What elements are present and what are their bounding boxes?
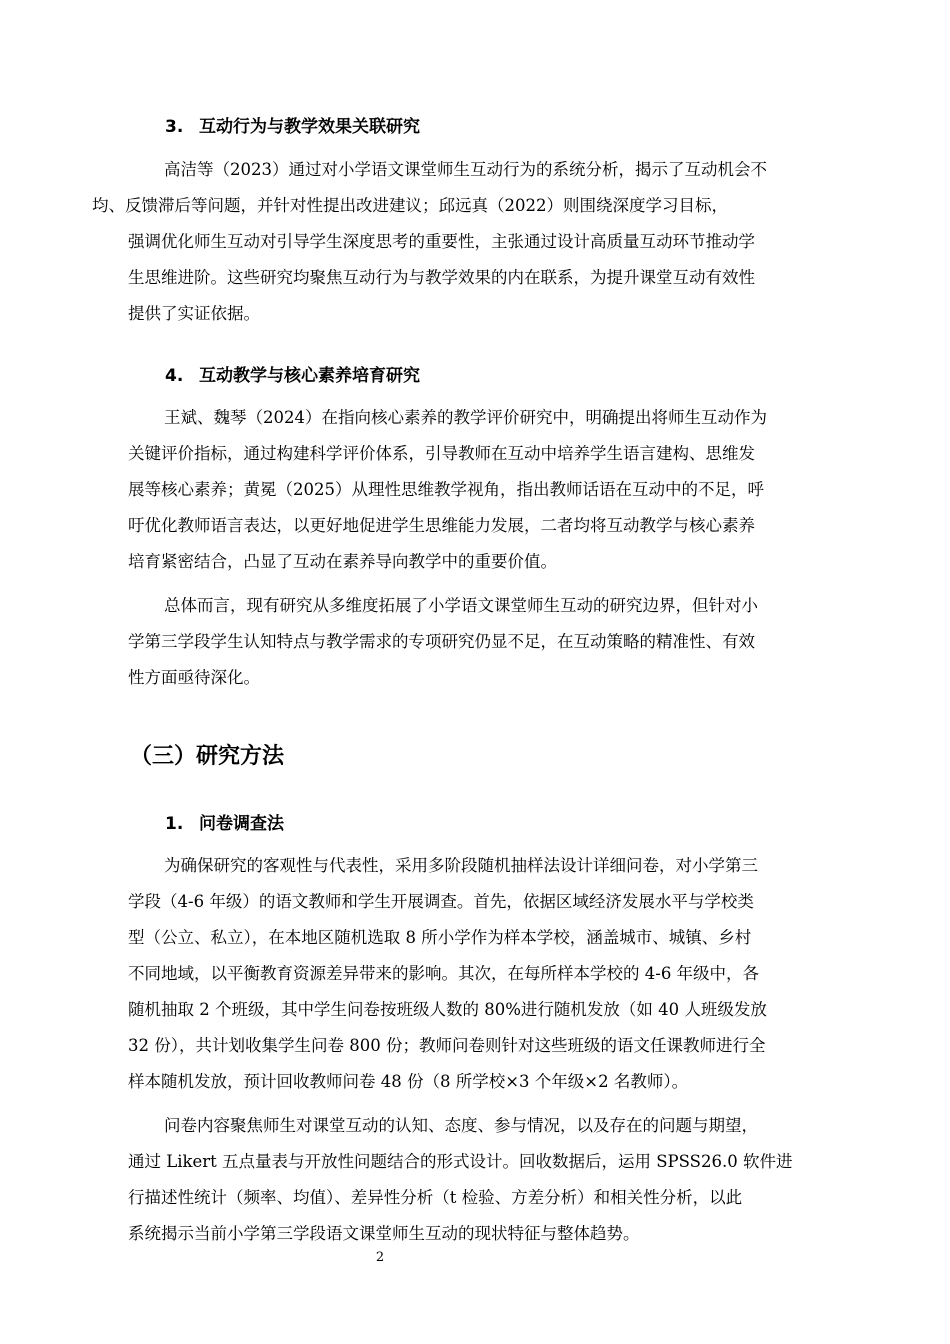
text-line: 行描述性统计（频率、均值）、差异性分析（t 检验、方差分析）和相关性分析，以此 (128, 1188, 743, 1207)
text-line: 系统揭示当前小学第三学段语文课堂师生互动的现状特征与整体趋势。 (128, 1224, 640, 1243)
section-number: 4. (165, 366, 184, 386)
section-heading-3 (165, 115, 420, 139)
text-line: 展等核心素养；黄冕（2025）从理性思维教学视角，指出教师话语在互动中的不足，呼 (128, 480, 764, 499)
text-line: 性方面亟待深化。 (128, 668, 260, 687)
text-line: 型（公立、私立），在本地区随机选取 8 所小学作为样本学校，涵盖城市、城镇、乡村 (128, 928, 752, 947)
text-line: 王斌、魏琴（2024）在指向核心素养的教学评价研究中，明确提出将师生互动作为 (164, 408, 767, 427)
section-number: 1. (165, 814, 184, 834)
section-number: 3. (165, 117, 184, 137)
text-line: 提供了实证依据。 (128, 304, 260, 323)
text-line: 吁优化教师语言表达，以更好地促进学生思维能力发展，二者均将互动教学与核心素养 (128, 516, 755, 535)
text-line: 学段（4-6 年级）的语文教师和学生开展调查。首先，依据区域经济发展水平与学校类 (128, 892, 754, 911)
text-line: 问卷内容聚焦师生对课堂互动的认知、态度、参与情况，以及存在的问题与期望， (164, 1116, 758, 1135)
paragraph-interaction-effect (92, 152, 858, 332)
chapter-heading-methods: （三）研究方法 (130, 744, 285, 769)
paragraph-summary (128, 588, 858, 696)
page-number: 2 (375, 1250, 385, 1265)
text-line: 关键评价指标，通过构建科学评价体系，引导教师在互动中培养学生语言建构、思维发 (128, 444, 755, 463)
section-heading-4 (165, 364, 420, 388)
text-line: 学第三学段学生认知特点与教学需求的专项研究仍显不足，在互动策略的精准性、有效 (128, 632, 755, 651)
text-line: 生思维进阶。这些研究均聚焦互动行为与教学效果的内在联系，为提升课堂互动有效性 (128, 268, 755, 287)
text-line: 32 份），共计划收集学生问卷 800 份；教师问卷则针对这些班级的语文任课教师进行全 (128, 1036, 766, 1055)
paragraph-analysis (128, 1108, 858, 1252)
text-line: 随机抽取 2 个班级，其中学生问卷按班级人数的 80%进行随机发放（如 40 人班级发放 (128, 1000, 767, 1019)
text-line: 样本随机发放，预计回收教师问卷 48 份（8 所学校×3 个年级×2 名教师）。 (128, 1072, 689, 1091)
text-line: 培育紧密结合，凸显了互动在素养导向教学中的重要价值。 (128, 552, 557, 571)
text-line: 强调优化师生互动对引导学生深度思考的重要性，主张通过设计高质量互动环节推动学 (128, 232, 755, 251)
paragraph-sampling (128, 848, 858, 1100)
section-title: 互动教学与核心素养培育研究 (199, 366, 420, 386)
text-line: 不同地域，以平衡教育资源差异带来的影响。其次，在每所样本学校的 4-6 年级中，各 (128, 964, 760, 983)
text-line: 高洁等（2023）通过对小学语文课堂师生互动行为的系统分析，揭示了互动机会不 (164, 160, 767, 179)
text-line: 通过 Likert 五点量表与开放性问题结合的形式设计。回收数据后，运用 SPSS26.0 软件进 (128, 1152, 793, 1171)
paragraph-core-literacy (128, 400, 858, 580)
text-line: 为确保研究的客观性与代表性，采用多阶段随机抽样法设计详细问卷，对小学第三 (164, 856, 758, 875)
section-heading-questionnaire (165, 812, 284, 836)
text-line: 总体而言，现有研究从多维度拓展了小学语文课堂师生互动的研究边界，但针对小 (164, 596, 758, 615)
text-line: 均、反馈滞后等问题，并针对性提出改进建议；邱远真（2022）则围绕深度学习目标， (92, 196, 728, 215)
section-title: 问卷调查法 (199, 814, 284, 834)
section-title: 互动行为与教学效果关联研究 (199, 117, 420, 137)
